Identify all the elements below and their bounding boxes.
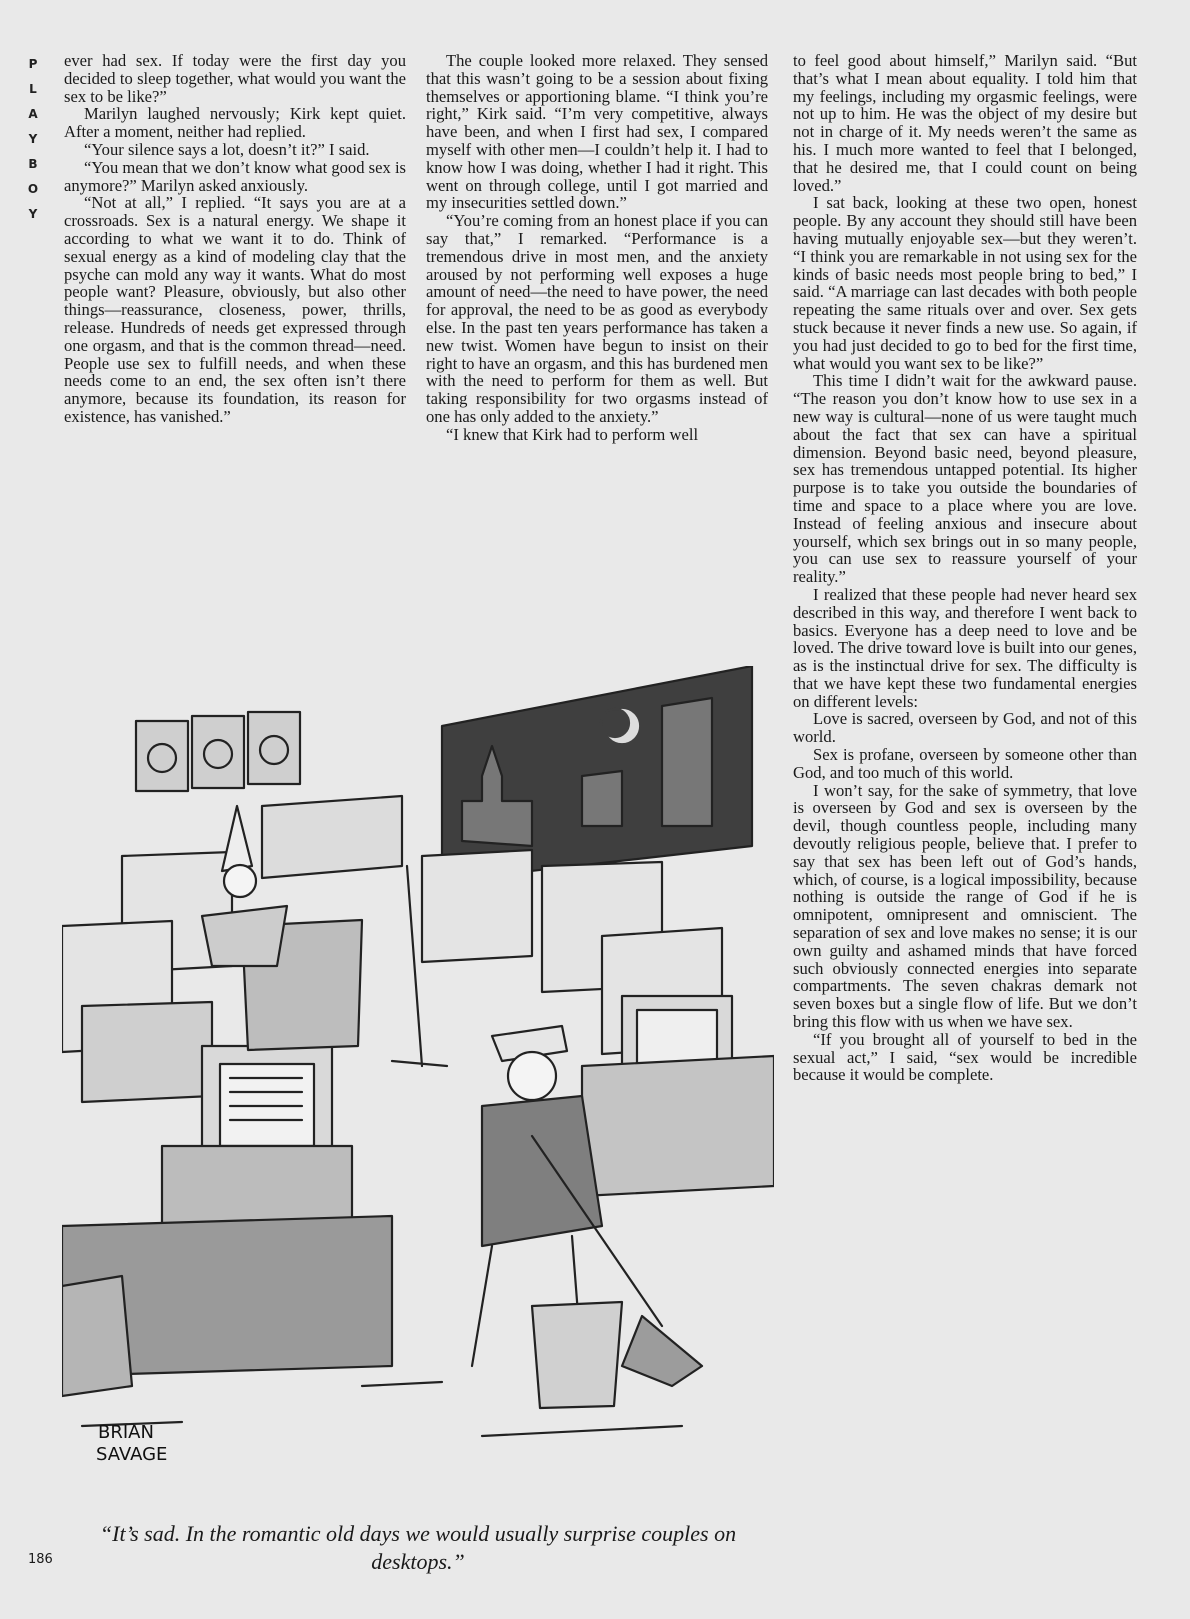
paragraph: I realized that these people had never heard sex described in this way, and therefore I went back to basics. Everyone has a deep need to love and be loved. The drive toward love is built into our genes, as is the instinctual drive for sex. The difficulty is that we have kept these two fundamental energies on different levels: bbox=[793, 584, 1137, 711]
running-head-letter: P bbox=[28, 57, 38, 71]
artist-signature: SAVAGE bbox=[96, 1444, 168, 1465]
paragraph: “Your silence says a lot, doesn’t it?” I said. bbox=[84, 139, 370, 159]
artist-signature: BRIAN bbox=[98, 1422, 154, 1443]
running-head-letter: B bbox=[28, 157, 38, 171]
paragraph: “If you brought all of yourself to bed in the sexual act,” I said, “sex would be incredible because it would be complete. bbox=[793, 1029, 1137, 1085]
running-head-letter: Y bbox=[28, 132, 38, 146]
paragraph: “I knew that Kirk had to perform well bbox=[446, 424, 699, 444]
article-column-3 bbox=[793, 52, 1137, 1084]
paragraph: to feel good about himself,” Marilyn said. “But that’s what I mean about equality. I told him that my feelings, including my orgasmic feelings, were not up to him. He was the object of my desire but not in charge of it. My needs weren’t the same as his. I much more wanted to feel that I belonged, that he desired me, that I could count on being loved.” bbox=[793, 51, 1137, 195]
running-head-letter: Y bbox=[28, 207, 38, 221]
paragraph: This time I didn’t wait for the awkward pause. “The reason you don’t know how to use sex in a new way is cultural—none of us were taught much about the fact that sex can have a spiritual dimension. Beyond basic need, beyond pleasure, sex has tremendous untapped potential. Its higher purpose is to take you outside the boundaries of time and space to a place where you are love. Instead of feeling anxious and insecure about yourself, which sex brings out in so many people, you can use sex to reassure yourself of your reality.” bbox=[793, 371, 1137, 587]
paragraph: “Not at all,” I replied. “It says you are at a crossroads. Sex is a natural energy. We shape it according to what we want it to do. Think of sexual energy as a kind of modeling clay that the psyche can mold any way it wants. What do most people want? Pleasure, obviously, but also other things—reassurance, closeness, power, thrills, release. Hundreds of needs get expressed through one orgasm, and that is the common thread—need. People use sex to fulfill needs, and when these needs come to an end, the sex often isn’t there anymore, because its foundation, its reason for existence, has vanished.” bbox=[64, 193, 406, 426]
running-head-letter: L bbox=[29, 82, 37, 96]
paragraph: Love is sacred, overseen by God, and not of this world. bbox=[793, 709, 1137, 747]
cartoon-caption: “It’s sad. In the romantic old days we would usually surprise couples on desktops.” bbox=[99, 1521, 737, 1574]
paragraph: The couple looked more relaxed. They sensed that this wasn’t going to be a session about fixing themselves or apportioning blame. “I think you’re right,” Kirk said. “I’m very competitive, always have been, and when I first had sex, I compared myself with other men—I couldn’t help it. I had to know how I was doing, whether I had it right. This went on through college, until I got married and my insecurities settled down.” bbox=[426, 51, 768, 213]
cartoon-drawing bbox=[62, 666, 774, 1506]
paragraph: Sex is profane, overseen by someone other than God, and too much of this world. bbox=[793, 745, 1137, 782]
paragraph: I won’t say, for the sake of symmetry, that love is overseen by God and sex is overseen by the devil, though countless people, including many devoutly religious people, believe that. I prefer to say that sex has been left out of God’s hands, which, of course, is a logical impossibility, because nothing is outside the range of God if he is omnipotent, omnipresent and omniscient. The separation of sex and love makes no sense; it is our own guilty and ashamed minds that have forced such obviously connected energies into separate compartments. The seven chakras demark not seven boxes but a single flow of life. But we don’t bring this flow with us when we have sex. bbox=[793, 780, 1137, 1032]
paragraph: ever had sex. If today were the first day you decided to sleep together, what would you want the sex to be like?” bbox=[64, 51, 406, 106]
running-head bbox=[24, 52, 42, 227]
paragraph: Marilyn laughed nervously; Kirk kept quiet. After a moment, neither had replied. bbox=[64, 104, 406, 142]
running-head-letter: A bbox=[28, 107, 38, 121]
paragraph: “You’re coming from an honest place if you can say that,” I remarked. “Performance is a tremendous drive in most men, and the anxiety aroused by not performing well exposes a huge amount of need—the need to have power, the need for approval, the need to be as good as everybody else. In the past ten years performance has taken a new twist. Women have begun to insist on their right to have an orgasm, and this has burdened men with the need to perform for them as well. But taking responsibility for two orgasms instead of one has only added to the anxiety.” bbox=[426, 211, 768, 426]
cartoon-illustration bbox=[62, 666, 774, 1506]
article-column-2 bbox=[426, 52, 768, 444]
page-number: 186 bbox=[28, 1552, 53, 1567]
running-head-letter: O bbox=[27, 182, 39, 196]
article-column-1 bbox=[64, 52, 406, 426]
paragraph: “You mean that we don’t know what good sex is anymore?” Marilyn asked anxiously. bbox=[64, 157, 407, 195]
paragraph: I sat back, looking at these two open, honest people. By any account they should still have been having mutually enjoyable sex—but they weren’t. “I think you are remarkable in not using sex for the kinds of basic needs most people bring to bed,” I said. “A marriage can last decades with both people repeating the same rituals over and over. Sex gets stuck because it never finds a new use. So again, if you had just decided to go to bed for the first time, what would you want sex to be like?” bbox=[793, 193, 1137, 373]
